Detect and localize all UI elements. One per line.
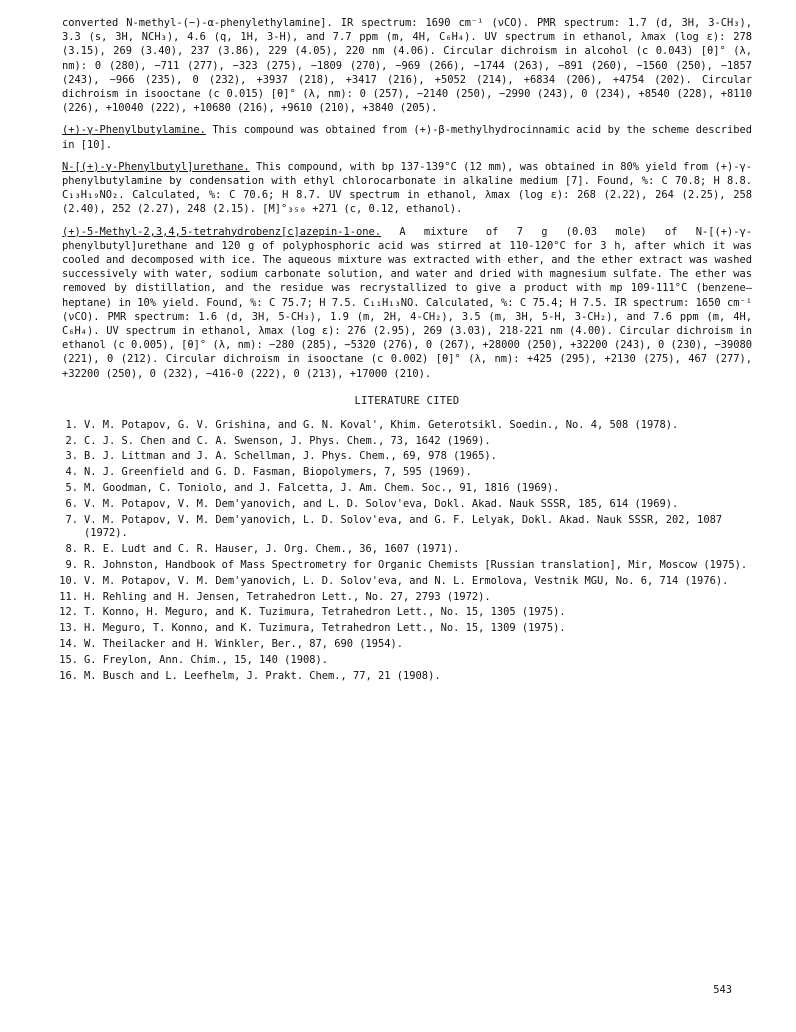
reference-number: 9. (65, 559, 78, 572)
reference-number: 13. (59, 622, 78, 635)
reference-text: C. J. S. Chen and C. A. Swenson, J. Phys. Chem., 73, 1642 (1969). (84, 434, 491, 447)
reference-item (62, 435, 752, 449)
reference-item (59, 606, 752, 620)
reference-item (59, 574, 752, 589)
reference-number: 6. (65, 497, 78, 510)
reference-text: V. M. Potapov, V. M. Dem'yanovich, and L. D. Solov'eva, Dokl. Akad. Nauk SSSR, 185, 614 (1969). (84, 497, 679, 510)
reference-text: G. Freylon, Ann. Chim., 15, 140 (1908). (84, 653, 328, 666)
reference-list (59, 418, 752, 684)
reference-number: 3. (65, 450, 78, 463)
paragraph-text: A mixture of 7 g (0.03 mole) of N-[(+)-γ-phenylbutyl]urethane and 120 g of polyphosphoric acid was stirred at 110-120°C for 3 h, after which it was cooled and decomposed with ice. The aqueous mixture was extracted with ether, and the ether extract was washed successively with water, sodium carbonate solution, and water and dried with magnesium sulfate. The ether was removed by distillation, and the residue was recrystallized to give a product with mp 109-111°C (benzene–heptane) in 10% yield. Found, %: C 75.7; H 7.5. C₁₁H₁₃NO. Calculated, %: C 75.4; H 7.5. IR spectrum: 1650 cm⁻¹ (νCO). PMR spectrum: 1.6 (d, 3H, 5-CH₃), 1.9 (m, 2H, 4-CH₂), 3.5 (m, 3H, 5-H, 3-CH₂), and 7.6 ppm (m, 4H, C₆H₄). UV spectrum in ethanol, λmax (log ε): 276 (2.95), 269 (3.03), 218-221 nm (4.00). Circular dichroism in ethanol (c 0.005), [θ]° (λ, nm): −280 (285), −5320 (276), 0 (267), +28000 (250), +32200 (243), 0 (230), −39080 (221), 0 (212). Circular dichroism in isooctane (c 0.002) [θ]° (λ, nm): +425 (295), +2130 (275), 467 (277), +32200 (250), 0 (232), −416-0 (222), 0 (213), +17000 (210). (62, 225, 752, 380)
reference-text: V. M. Potapov, G. V. Grishina, and G. N. Koval', Khim. Geterotsikl. Soedin., No. 4, 508 (1978). (84, 418, 679, 431)
reference-text: H. Meguro, T. Konno, and K. Tuzimura, Tetrahedron Lett., No. 15, 1309 (1975). (84, 622, 566, 635)
reference-number: 11. (59, 590, 78, 603)
compound-heading: (+)-5-Methyl-2,3,4,5-tetrahydrobenz[c]azepin-1-one. (62, 225, 382, 238)
reference-number: 15. (59, 653, 78, 666)
reference-number: 4. (65, 466, 78, 479)
reference-item (62, 514, 752, 542)
experimental-paragraph (62, 16, 752, 115)
reference-item (59, 622, 752, 636)
reference-number: 8. (65, 543, 78, 556)
reference-text: W. Theilacker and H. Winkler, Ber., 87, 690 (1954). (84, 638, 404, 651)
reference-item (59, 669, 752, 684)
reference-item (62, 498, 752, 512)
reference-item (62, 559, 752, 573)
paragraph-text: converted N-methyl-(−)-α-phenylethylamine]. IR spectrum: 1690 cm⁻¹ (νCO). PMR spectrum: 1.7 (d, 3H, 3-CH₃), 3.3 (s, 3H, NCH₃), 4.6 (q, 1H, 3-H), and 7.7 ppm (m, 4H, C₆H₄). UV spectrum in ethanol, λmax (log ε): 278 (3.15), 269 (3.40), 237 (3.86), 229 (4.05), 220 nm (4.06). Circular dichroism in alcohol (c 0.043) [θ]° (λ, nm): 0 (280), −711 (277), −323 (275), −1809 (270), −969 (266), −1744 (263), −891 (260), −1560 (250), −1857 (243), −966 (235), 0 (232), +3937 (218), +3417 (216), +5052 (214), +6834 (206), +4754 (202). Circular dichroism in isooctane (c 0.015) [θ]° (λ, nm): 0 (257), −2140 (250), −2990 (243), 0 (234), +8540 (228), +8110 (226), +10040 (222), +10680 (216), +9610 (210), +3840 (205). (62, 17, 752, 115)
paragraph-text: This compound, with bp 137-139°C (12 mm), was obtained in 80% yield from (+)-γ-phenylbutylamine by condensation with ethyl chlorocarbonate in alkaline medium [7]. Found, %: C 70.8; H 8.8. C₁₃H₁₉NO₂. Calculated, %: C 70.6; H 8.7. UV spectrum in ethanol, λmax (log ε): 268 (2.22), 264 (2.25), 258 (2.40), 252 (2.27), 248 (2.15). [M]°₃₅₀ +271 (c, 0.12, ethanol). (62, 160, 752, 216)
reference-number: 12. (59, 606, 78, 619)
reference-text: V. M. Potapov, V. M. Dem'yanovich, L. D. Solov'eva, and N. L. Ermolova, Vestnik MGU, No. 6, 714 (1976). (84, 574, 729, 587)
reference-text: R. Johnston, Handbook of Mass Spectrometry for Organic Chemists [Russian translation], Mir, Moscow (1975). (84, 559, 748, 572)
reference-text: N. J. Greenfield and G. D. Fasman, Biopolymers, 7, 595 (1969). (84, 466, 472, 479)
reference-number: 10. (59, 574, 78, 587)
reference-item (62, 543, 752, 557)
reference-number: 16. (59, 669, 78, 682)
experimental-paragraph (62, 123, 752, 151)
literature-cited-heading: LITERATURE CITED (354, 394, 460, 407)
reference-item (62, 450, 752, 464)
reference-item (59, 638, 752, 652)
reference-text: R. E. Ludt and C. R. Hauser, J. Org. Chem., 36, 1607 (1971). (84, 543, 460, 556)
paragraph-text: This compound was obtained from (+)-β-methylhydrocinnamic acid by the scheme described in [10]. (62, 124, 752, 151)
reference-text: M. Goodman, C. Toniolo, and J. Falcetta, J. Am. Chem. Soc., 91, 1816 (1969). (84, 482, 560, 495)
paper-page (59, 16, 752, 685)
reference-item (62, 482, 752, 496)
experimental-paragraph (62, 160, 752, 217)
reference-number: 5. (65, 482, 78, 495)
compound-heading: N-[(+)-γ-Phenylbutyl]urethane. (62, 160, 250, 173)
reference-text: T. Konno, H. Meguro, and K. Tuzimura, Tetrahedron Lett., No. 15, 1305 (1975). (84, 606, 566, 619)
reference-text: B. J. Littman and J. A. Schellman, J. Phys. Chem., 69, 978 (1965). (84, 450, 497, 463)
reference-item (59, 590, 752, 605)
reference-text: M. Busch and L. Leefhelm, J. Prakt. Chem., 77, 21 (1908). (84, 669, 441, 682)
reference-number: 2. (65, 434, 78, 447)
reference-number: 1. (65, 418, 78, 431)
reference-number: 14. (59, 638, 78, 651)
reference-item (59, 653, 752, 668)
reference-text: V. M. Potapov, V. M. Dem'yanovich, L. D. Solov'eva, and G. F. Lelyak, Dokl. Akad. Nauk SSSR, 202, 1087 (1972). (84, 513, 723, 540)
experimental-paragraph (62, 225, 752, 381)
compound-heading: (+)-γ-Phenylbutylamine. (62, 124, 206, 137)
reference-number: 7. (65, 513, 78, 526)
reference-item (62, 419, 752, 433)
reference-item (62, 466, 752, 480)
page-number: 543 (713, 984, 732, 996)
reference-text: H. Rehling and H. Jensen, Tetrahedron Lett., No. 27, 2793 (1972). (84, 590, 491, 603)
